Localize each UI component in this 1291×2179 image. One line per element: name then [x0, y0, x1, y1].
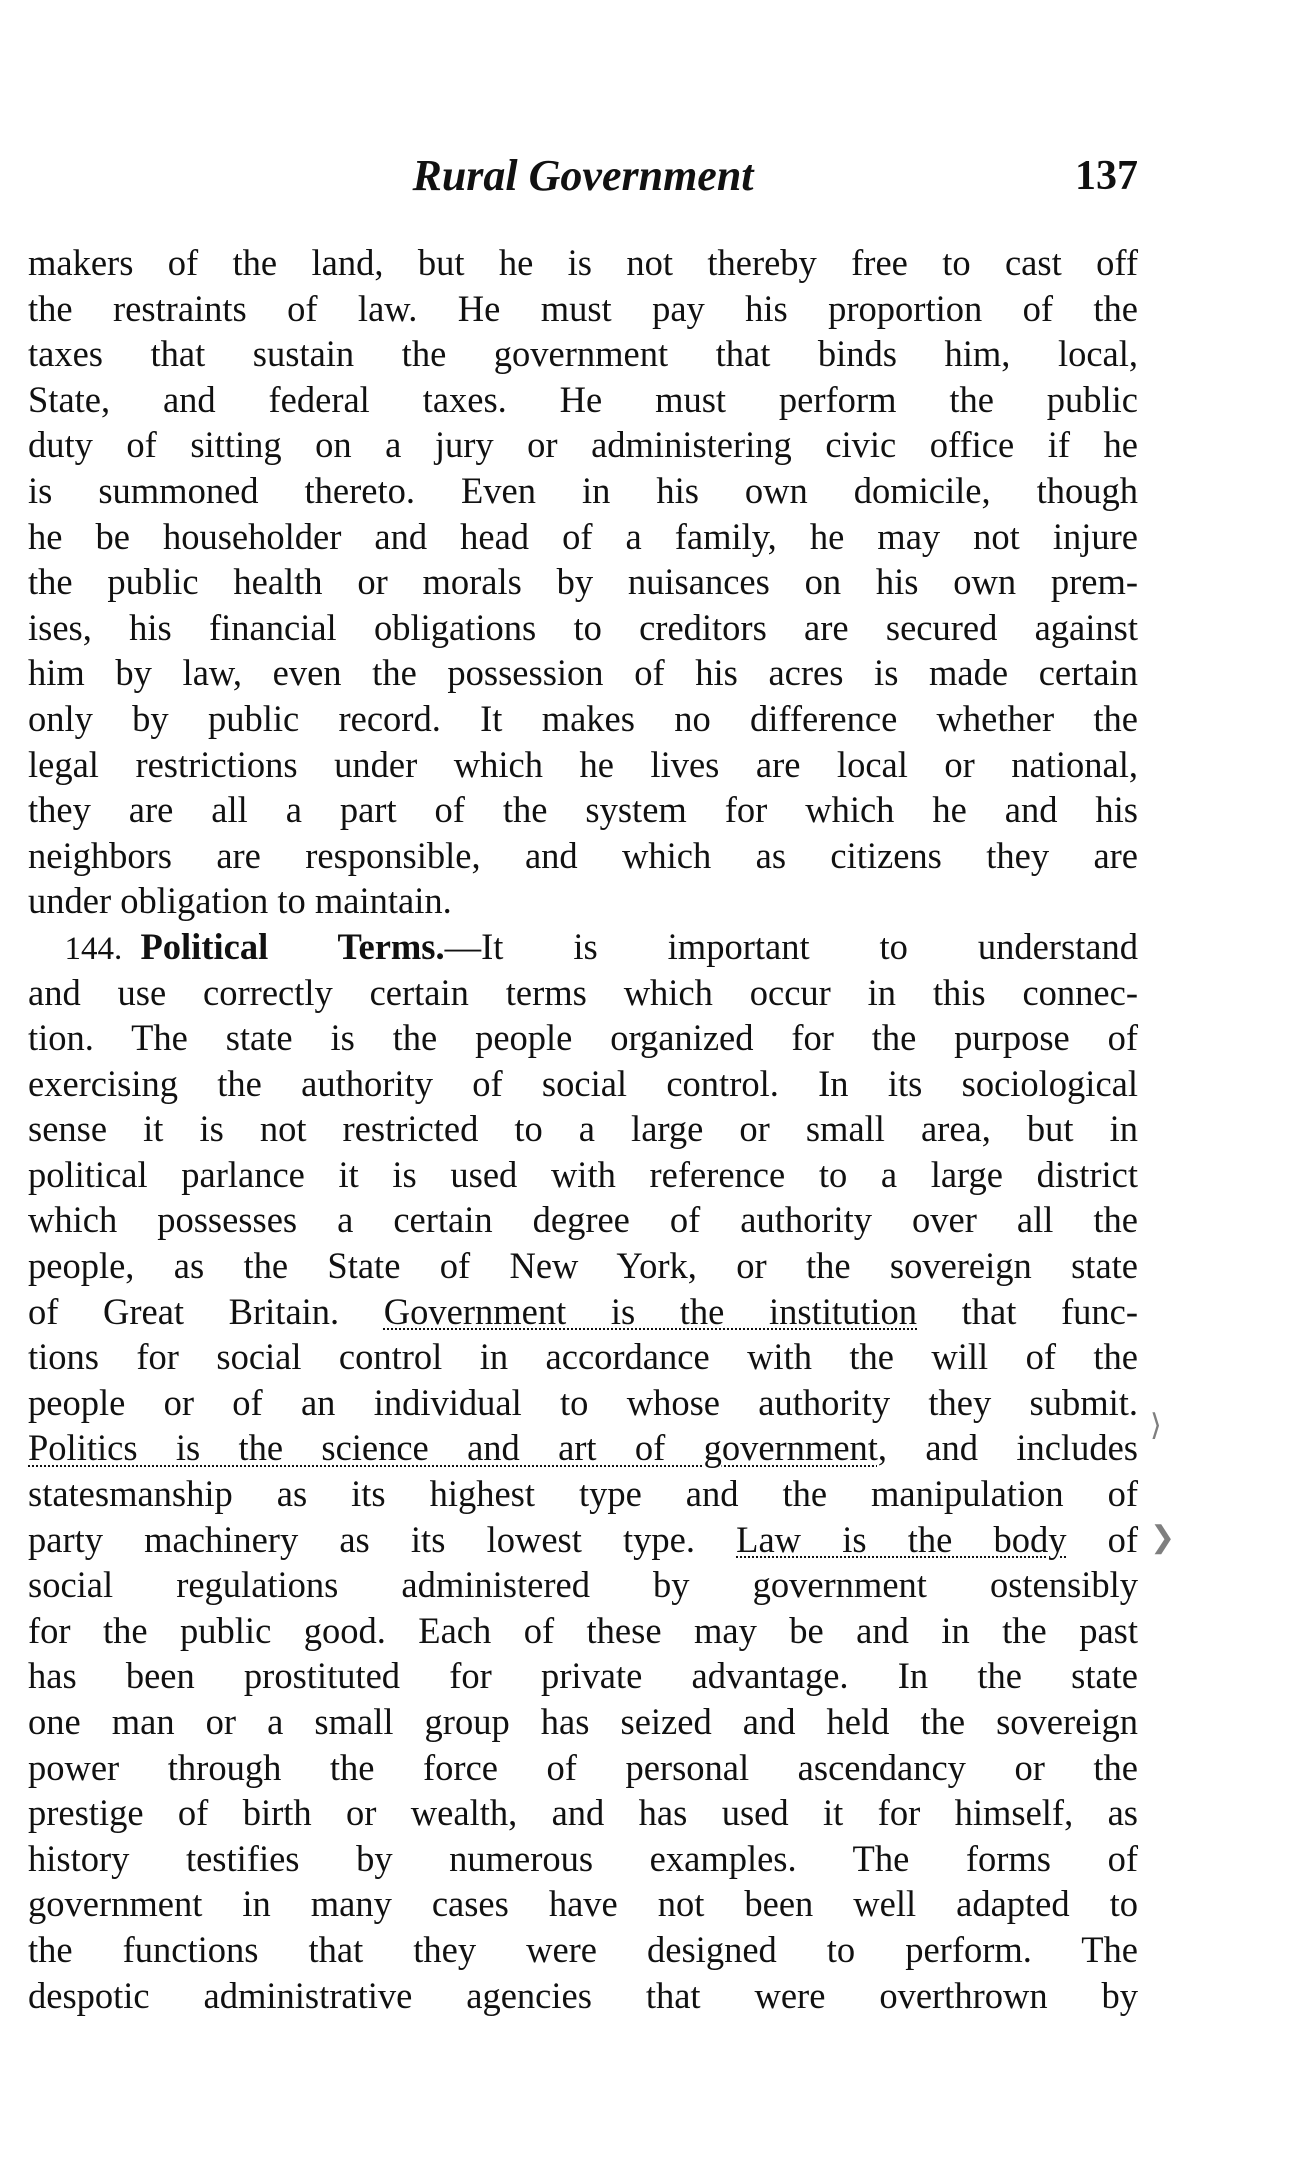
text-line: he be householder and head of a family, he may not injure	[28, 515, 1138, 557]
body-text	[28, 240, 1138, 2018]
text-line: prestige of birth or wealth, and has used it for himself, as	[28, 1792, 1138, 1834]
government-definition-line	[28, 1289, 1138, 1335]
text-line: legal restrictions under which he lives are local or national,	[28, 743, 1138, 785]
text-line: power through the force of personal ascendancy or the	[28, 1746, 1138, 1788]
text-line: one man or a small group has seized and held the sovereign	[28, 1701, 1138, 1742]
text-line: despotic administrative agencies that were overthrown by	[28, 1974, 1138, 2016]
marginal-pencil-mark-icon: ⟩	[1150, 1409, 1162, 1442]
text-line: history testifies by numerous examples. The forms of	[28, 1837, 1138, 1879]
section-heading-line	[28, 924, 1138, 970]
text-line: government in many cases have not been well adapted to	[28, 1883, 1138, 1925]
text-line: is summoned thereto. Even in his own domicile, though	[28, 469, 1138, 511]
law-definition-line	[28, 1517, 1138, 1563]
text-line: and use correctly certain terms which occur in this connec-	[28, 971, 1138, 1013]
text-line: people, as the State of New York, or the sovereign state	[28, 1245, 1138, 1287]
text-line: the restraints of law. He must pay his proportion of the	[28, 287, 1138, 329]
text-line: social regulations administered by government ostensibly	[28, 1564, 1138, 1606]
running-title: Rural Government	[412, 151, 754, 200]
page-number: 137	[1075, 153, 1138, 199]
running-head	[28, 148, 1138, 204]
section-lead-text: —It is important to understand	[444, 925, 1139, 967]
text-line: the public health or morals by nuisances on his own prem-	[28, 561, 1138, 603]
text-line: ises, his financial obligations to creditors are secured against	[28, 606, 1138, 648]
politics-definition-line	[28, 1425, 1138, 1471]
text-line: makers of the land, but he is not thereby free to cast off	[28, 242, 1138, 283]
text-line: neighbors are responsible, and which as citizens they are	[28, 834, 1138, 876]
text-line: for the public good. Each of these may be and in the past	[28, 1609, 1138, 1651]
text-line: has been prostituted for private advantage. In the state	[28, 1655, 1138, 1697]
text-line: State, and federal taxes. He must perform the public	[28, 378, 1138, 420]
text-line: which possesses a certain degree of authority over all the	[28, 1199, 1138, 1241]
text-fragment: , and includes	[877, 1427, 1138, 1469]
text-fragment: of Great Britain.	[28, 1290, 340, 1332]
text-line: tion. The state is the people organized for the purpose of	[28, 1017, 1138, 1059]
section-title: Political Terms.	[140, 925, 445, 967]
text-fragment: party machinery as its lowest type.	[28, 1518, 695, 1560]
marginal-pencil-mark-icon: ❯	[1150, 1521, 1176, 1554]
section-number: 144.	[64, 930, 123, 967]
text-line: the functions that they were designed to perform. The	[28, 1928, 1138, 1970]
text-line: him by law, even the possession of his acres is made certain	[28, 652, 1138, 694]
underlined-politics-definition: Politics is the science and art of government	[28, 1427, 878, 1469]
text-line: duty of sitting on a jury or administering civic office if he	[28, 424, 1138, 466]
underlined-government-definition: Government is the institution	[383, 1290, 918, 1332]
text-fragment: of	[1107, 1518, 1139, 1560]
text-line: tions for social control in accordance with the will of the	[28, 1336, 1138, 1378]
text-fragment: that func-	[961, 1290, 1138, 1332]
text-line: exercising the authority of social control. In its sociological	[28, 1062, 1138, 1104]
text-line: sense it is not restricted to a large or small area, but in	[28, 1108, 1138, 1150]
text-line: only by public record. It makes no difference whether the	[28, 697, 1138, 739]
text-line: people or of an individual to whose authority they submit.	[28, 1381, 1138, 1423]
text-line: taxes that sustain the government that binds him, local,	[28, 333, 1138, 375]
text-line: under obligation to maintain.	[28, 880, 452, 922]
text-line: statesmanship as its highest type and the manipulation of	[28, 1473, 1138, 1515]
text-line: they are all a part of the system for which he and his	[28, 789, 1138, 831]
underlined-law-definition: Law is the body	[736, 1518, 1067, 1560]
text-line: political parlance it is used with reference to a large district	[28, 1153, 1138, 1195]
